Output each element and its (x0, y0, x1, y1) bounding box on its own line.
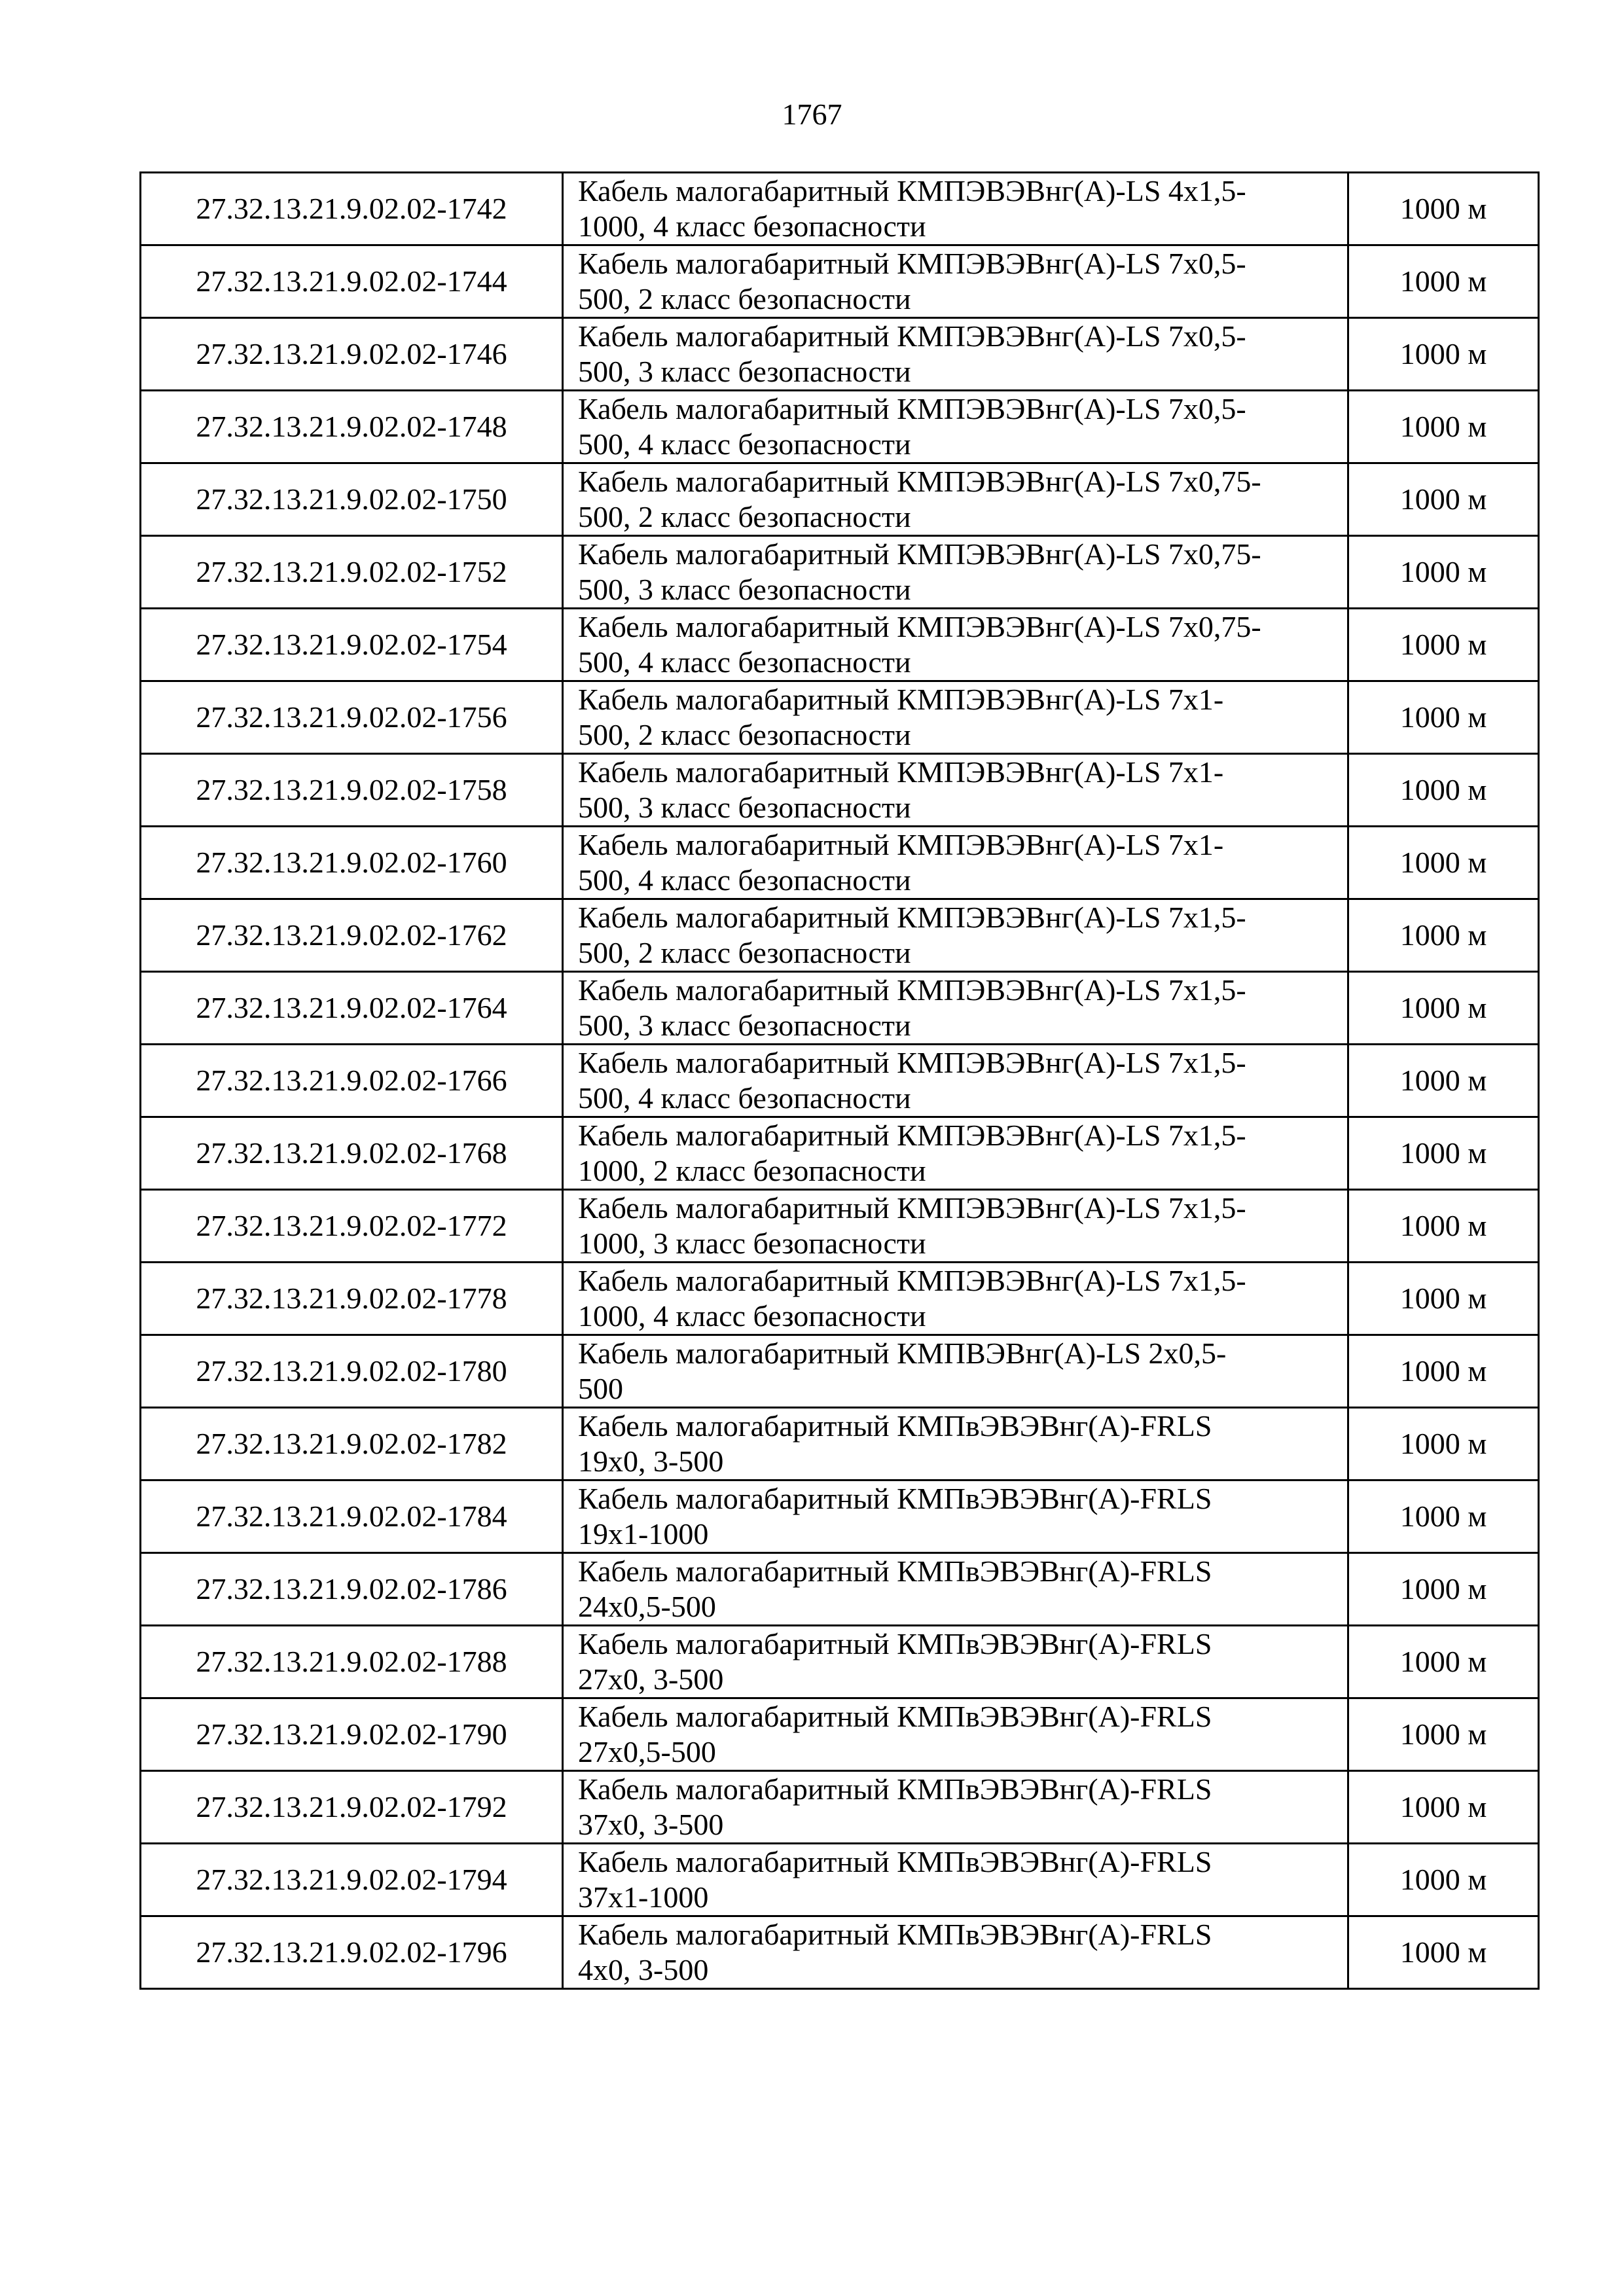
resource-name-cell (563, 1916, 1348, 1989)
resource-name-line-1: Кабель малогабаритный КМПЭВЭВнг(А)-LS 7x1- (578, 828, 1224, 861)
resource-code-cell: 27.32.13.21.9.02.02-1758 (141, 754, 563, 827)
resource-name-line-2: 500, 2 класс безопасности (578, 718, 911, 751)
resource-code-cell: 27.32.13.21.9.02.02-1768 (141, 1117, 563, 1190)
resource-name-line-2: 500, 2 класс безопасности (578, 500, 911, 533)
unit-cell: 1000 м (1348, 609, 1539, 681)
resource-name-line-2: 500 (578, 1372, 623, 1405)
page-number: 1767 (782, 98, 842, 131)
unit-cell: 1000 м (1348, 1045, 1539, 1117)
table-row (141, 173, 1539, 245)
resource-name-line-2: 500, 4 класс безопасности (578, 863, 911, 897)
resource-name-line-2: 500, 3 класс безопасности (578, 355, 911, 388)
resource-name-line-2: 4x0, 3-500 (578, 1953, 709, 1986)
unit-cell: 1000 м (1348, 827, 1539, 899)
resource-name-line-1: Кабель малогабаритный КМПвЭВЭВнг(А)-FRLS (578, 1627, 1212, 1660)
resource-name-line-1: Кабель малогабаритный КМПвЭВЭВнг(А)-FRLS (578, 1772, 1212, 1806)
table-row (141, 391, 1539, 463)
resource-code-cell: 27.32.13.21.9.02.02-1792 (141, 1771, 563, 1844)
resource-name-line-2: 37x0, 3-500 (578, 1808, 724, 1841)
resource-name-line-1: Кабель малогабаритный КМПВЭВнг(А)-LS 2x0,5- (578, 1336, 1227, 1370)
resource-name-line-2: 1000, 2 класс безопасности (578, 1154, 926, 1187)
table-row (141, 245, 1539, 318)
unit-cell: 1000 м (1348, 318, 1539, 391)
unit-cell: 1000 м (1348, 1771, 1539, 1844)
resource-name-line-1: Кабель малогабаритный КМПЭВЭВнг(А)-LS 7x0,75- (578, 465, 1261, 498)
table-row (141, 1698, 1539, 1771)
resource-code-cell: 27.32.13.21.9.02.02-1766 (141, 1045, 563, 1117)
unit-cell: 1000 м (1348, 1698, 1539, 1771)
resource-name-line-1: Кабель малогабаритный КМПЭВЭВнг(А)-LS 7x1,5- (578, 1046, 1246, 1079)
resource-name-cell (563, 1335, 1348, 1408)
unit-cell: 1000 м (1348, 536, 1539, 609)
resource-name-cell (563, 1553, 1348, 1626)
unit-cell: 1000 м (1348, 1480, 1539, 1553)
resource-name-line-2: 19x0, 3-500 (578, 1444, 724, 1478)
table-row (141, 827, 1539, 899)
resource-name-line-2: 37x1-1000 (578, 1880, 709, 1914)
unit-cell: 1000 м (1348, 1117, 1539, 1190)
resource-name-line-1: Кабель малогабаритный КМПЭВЭВнг(А)-LS 7x0,75- (578, 610, 1261, 643)
table-row (141, 463, 1539, 536)
resource-name-line-1: Кабель малогабаритный КМПЭВЭВнг(А)-LS 7x1,5- (578, 1264, 1246, 1297)
resource-name-cell (563, 318, 1348, 391)
table-row (141, 972, 1539, 1045)
table-row (141, 1626, 1539, 1698)
resource-code-cell: 27.32.13.21.9.02.02-1746 (141, 318, 563, 391)
table-body (141, 173, 1539, 1989)
resource-name-line-2: 27x0,5-500 (578, 1735, 716, 1768)
unit-cell: 1000 м (1348, 1626, 1539, 1698)
resource-name-cell (563, 1626, 1348, 1698)
resource-name-cell (563, 1480, 1348, 1553)
table-row (141, 1771, 1539, 1844)
unit-cell: 1000 м (1348, 899, 1539, 972)
resource-name-line-2: 19x1-1000 (578, 1517, 709, 1551)
resource-name-line-1: Кабель малогабаритный КМПвЭВЭВнг(А)-FRLS (578, 1409, 1212, 1443)
resource-name-cell (563, 899, 1348, 972)
resource-name-line-2: 1000, 4 класс безопасности (578, 209, 926, 243)
resource-code-cell: 27.32.13.21.9.02.02-1742 (141, 173, 563, 245)
unit-cell: 1000 м (1348, 754, 1539, 827)
resource-name-line-1: Кабель малогабаритный КМПЭВЭВнг(А)-LS 7x1,5- (578, 1119, 1246, 1152)
resource-name-line-2: 500, 4 класс безопасности (578, 427, 911, 461)
unit-cell: 1000 м (1348, 1844, 1539, 1916)
table-row (141, 1335, 1539, 1408)
resource-name-line-2: 500, 3 класс безопасности (578, 791, 911, 824)
table-row (141, 1190, 1539, 1263)
resource-name-line-2: 500, 3 класс безопасности (578, 1009, 911, 1042)
table-row (141, 1480, 1539, 1553)
resource-name-line-1: Кабель малогабаритный КМПвЭВЭВнг(А)-FRLS (578, 1700, 1212, 1733)
resource-name-line-1: Кабель малогабаритный КМПЭВЭВнг(А)-LS 7x1- (578, 683, 1224, 716)
resource-code-cell: 27.32.13.21.9.02.02-1782 (141, 1408, 563, 1480)
resource-code-cell: 27.32.13.21.9.02.02-1784 (141, 1480, 563, 1553)
resource-name-cell (563, 391, 1348, 463)
resource-name-cell (563, 1263, 1348, 1335)
unit-cell: 1000 м (1348, 1335, 1539, 1408)
resource-name-line-2: 500, 2 класс безопасности (578, 936, 911, 969)
resource-code-cell: 27.32.13.21.9.02.02-1764 (141, 972, 563, 1045)
resource-code-cell: 27.32.13.21.9.02.02-1744 (141, 245, 563, 318)
resource-name-line-1: Кабель малогабаритный КМПвЭВЭВнг(А)-FRLS (578, 1482, 1212, 1515)
table-row (141, 681, 1539, 754)
table-row (141, 754, 1539, 827)
resource-name-line-1: Кабель малогабаритный КМПЭВЭВнг(А)-LS 7x1,5- (578, 973, 1246, 1007)
resource-name-line-2: 24x0,5-500 (578, 1590, 716, 1623)
unit-cell: 1000 м (1348, 1408, 1539, 1480)
resource-name-line-2: 500, 2 класс безопасности (578, 282, 911, 315)
table-row (141, 1553, 1539, 1626)
resource-name-cell (563, 1117, 1348, 1190)
resource-name-cell (563, 609, 1348, 681)
resource-name-cell (563, 827, 1348, 899)
resource-code-cell: 27.32.13.21.9.02.02-1754 (141, 609, 563, 681)
price-table (139, 171, 1540, 1990)
unit-cell: 1000 м (1348, 1916, 1539, 1989)
resource-name-cell (563, 681, 1348, 754)
resource-code-cell: 27.32.13.21.9.02.02-1794 (141, 1844, 563, 1916)
unit-cell: 1000 м (1348, 1263, 1539, 1335)
resource-name-line-1: Кабель малогабаритный КМПвЭВЭВнг(А)-FRLS (578, 1554, 1212, 1588)
resource-code-cell: 27.32.13.21.9.02.02-1796 (141, 1916, 563, 1989)
resource-name-cell (563, 754, 1348, 827)
unit-cell: 1000 м (1348, 391, 1539, 463)
resource-code-cell: 27.32.13.21.9.02.02-1760 (141, 827, 563, 899)
unit-cell: 1000 м (1348, 245, 1539, 318)
unit-cell: 1000 м (1348, 972, 1539, 1045)
resource-name-cell (563, 245, 1348, 318)
resource-code-cell: 27.32.13.21.9.02.02-1778 (141, 1263, 563, 1335)
resource-name-line-2: 1000, 3 класс безопасности (578, 1227, 926, 1260)
resource-code-cell: 27.32.13.21.9.02.02-1748 (141, 391, 563, 463)
unit-cell: 1000 м (1348, 681, 1539, 754)
resource-name-cell (563, 972, 1348, 1045)
table-row (141, 609, 1539, 681)
resource-name-line-1: Кабель малогабаритный КМПЭВЭВнг(А)-LS 7x0,5- (578, 392, 1246, 425)
unit-cell: 1000 м (1348, 1553, 1539, 1626)
resource-name-line-2: 500, 3 класс безопасности (578, 573, 911, 606)
resource-name-cell (563, 1045, 1348, 1117)
resource-name-line-1: Кабель малогабаритный КМПЭВЭВнг(А)-LS 7x0,5- (578, 319, 1246, 353)
unit-cell: 1000 м (1348, 173, 1539, 245)
resource-name-cell (563, 1408, 1348, 1480)
table-row (141, 1916, 1539, 1989)
resource-name-cell (563, 1698, 1348, 1771)
resource-name-line-1: Кабель малогабаритный КМПЭВЭВнг(А)-LS 7x0,75- (578, 537, 1261, 571)
resource-code-cell: 27.32.13.21.9.02.02-1756 (141, 681, 563, 754)
table-row (141, 1263, 1539, 1335)
table-row (141, 1408, 1539, 1480)
resource-name-line-1: Кабель малогабаритный КМПЭВЭВнг(А)-LS 7x1,5- (578, 1191, 1246, 1225)
resource-name-cell (563, 463, 1348, 536)
resource-name-cell (563, 1190, 1348, 1263)
unit-cell: 1000 м (1348, 1190, 1539, 1263)
resource-name-line-1: Кабель малогабаритный КМПЭВЭВнг(А)-LS 7x1- (578, 755, 1224, 789)
resource-code-cell: 27.32.13.21.9.02.02-1762 (141, 899, 563, 972)
resource-name-line-2: 27x0, 3-500 (578, 1662, 724, 1696)
resource-code-cell: 27.32.13.21.9.02.02-1750 (141, 463, 563, 536)
resource-code-cell: 27.32.13.21.9.02.02-1752 (141, 536, 563, 609)
resource-code-cell: 27.32.13.21.9.02.02-1786 (141, 1553, 563, 1626)
resource-name-line-2: 500, 4 класс безопасности (578, 645, 911, 679)
resource-code-cell: 27.32.13.21.9.02.02-1780 (141, 1335, 563, 1408)
table-row (141, 536, 1539, 609)
resource-name-line-2: 500, 4 класс безопасности (578, 1081, 911, 1115)
resource-name-cell (563, 173, 1348, 245)
table-row (141, 1117, 1539, 1190)
table-row (141, 1844, 1539, 1916)
resource-name-cell (563, 1771, 1348, 1844)
resource-name-cell (563, 1844, 1348, 1916)
resource-code-cell: 27.32.13.21.9.02.02-1772 (141, 1190, 563, 1263)
resource-name-line-2: 1000, 4 класс безопасности (578, 1299, 926, 1333)
resource-name-line-1: Кабель малогабаритный КМПЭВЭВнг(А)-LS 7x0,5- (578, 247, 1246, 280)
resource-name-line-1: Кабель малогабаритный КМПЭВЭВнг(А)-LS 4x1,5- (578, 174, 1246, 207)
resource-code-cell: 27.32.13.21.9.02.02-1788 (141, 1626, 563, 1698)
resource-name-cell (563, 536, 1348, 609)
unit-cell: 1000 м (1348, 463, 1539, 536)
table-row (141, 318, 1539, 391)
resource-name-line-1: Кабель малогабаритный КМПвЭВЭВнг(А)-FRLS (578, 1845, 1212, 1878)
resource-name-line-1: Кабель малогабаритный КМПЭВЭВнг(А)-LS 7x1,5- (578, 901, 1246, 934)
resource-code-cell: 27.32.13.21.9.02.02-1790 (141, 1698, 563, 1771)
table-row (141, 1045, 1539, 1117)
resource-name-line-1: Кабель малогабаритный КМПвЭВЭВнг(А)-FRLS (578, 1918, 1212, 1951)
table-row (141, 899, 1539, 972)
